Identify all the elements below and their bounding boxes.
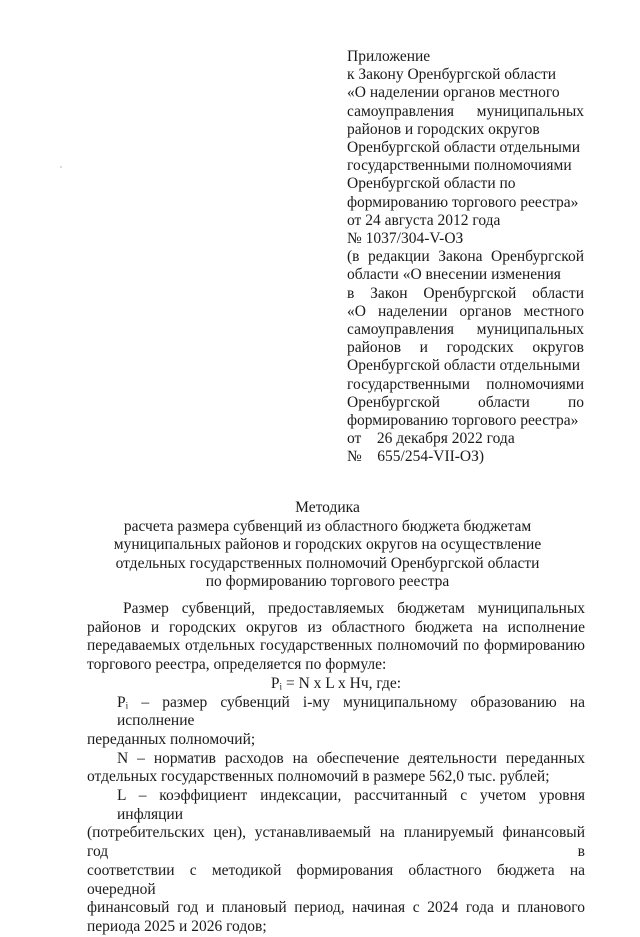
appendix-line: самоуправления муниципальных	[347, 102, 584, 120]
title-line: расчета размера субвенций из областного бюджета бюджетам	[123, 517, 532, 535]
paragraph-line: финансовый год и плановый период, начиная с 2024 года и планового	[87, 899, 585, 917]
paragraph-line: L – коэффициент индексации, рассчитанный с учетом уровня инфляции	[117, 787, 585, 823]
scan-artifact	[60, 166, 62, 168]
document-title	[80, 499, 575, 592]
appendix-line: (в редакции Закона Оренбургской	[347, 248, 584, 266]
appendix-line: формированию торгового реестра»	[347, 412, 579, 430]
appendix-line: от 26 декабря 2022 года	[347, 430, 515, 448]
appendix-line: от 24 августа 2012 года	[347, 211, 501, 229]
title-line: по формированию торгового реестра	[205, 573, 450, 591]
appendix-line: формированию торгового реестра»	[347, 193, 579, 211]
title-line: отдельных государственных полномочий Оренбургской области	[115, 554, 540, 572]
appendix-line: районов и городских округов	[347, 120, 540, 138]
appendix-line: самоуправления муниципальных	[347, 321, 584, 339]
appendix-header	[347, 48, 584, 467]
appendix-line: № 655/254-VII-ОЗ)	[347, 448, 485, 466]
paragraph-line: соответствии с методикой формирования областного бюджета на очередной	[87, 861, 585, 898]
paragraph-line: Размер субвенций, предоставляемых бюджетам муниципальных	[123, 600, 585, 617]
title-heading: Методика	[295, 499, 360, 516]
document-body	[87, 600, 585, 937]
paragraph-line: N – норматив расходов на обеспечение деятельности переданных	[117, 749, 585, 767]
paragraph-line: районов и городских округов из областного бюджета на исполнение	[87, 618, 585, 636]
paragraph-line: периода 2025 и 2026 годов;	[87, 917, 267, 935]
appendix-line: к Закону Оренбургской области	[347, 66, 557, 84]
appendix-line: Оренбургской области отдельными	[347, 357, 580, 375]
appendix-line: Оренбургской области отдельными	[347, 139, 580, 157]
appendix-line: № 1037/304-V-ОЗ	[347, 230, 464, 248]
appendix-line: «О наделении органов местного	[347, 302, 584, 320]
paragraph-line: Pᵢ – размер субвенций i-му муниципальному образованию на исполнение	[117, 693, 585, 730]
paragraph-line: отдельных государственных полномочий в размере 562,0 тыс. рублей;	[87, 768, 550, 786]
appendix-line: государственными полномочиями	[347, 375, 584, 393]
paragraph-line: (потребительских цен), устанавливаемый на планируемый финансовый год в	[87, 824, 585, 861]
formula: Pᵢ = N x L x Hч, где:	[270, 674, 402, 692]
paragraph-line: переданных полномочий;	[87, 730, 256, 748]
appendix-line: области «О внесении изменения	[347, 266, 561, 284]
appendix-line: «О наделении органов местного	[347, 84, 560, 102]
paragraph-line: торгового реестра, определяется по формуле:	[87, 656, 387, 674]
appendix-line: Оренбургской области по	[347, 393, 584, 411]
paragraph-line: передаваемых отдельных государственных полномочий по формированию	[87, 637, 585, 655]
appendix-line: Приложение	[347, 48, 431, 65]
appendix-line: Оренбургской области по	[347, 175, 516, 193]
appendix-line: государственными полномочиями	[347, 157, 572, 175]
title-line: муниципальных районов и городских округов на осуществление	[113, 536, 542, 554]
appendix-line: в Закон Оренбургской области	[347, 284, 584, 302]
appendix-line: районов и городских округов	[347, 339, 584, 357]
